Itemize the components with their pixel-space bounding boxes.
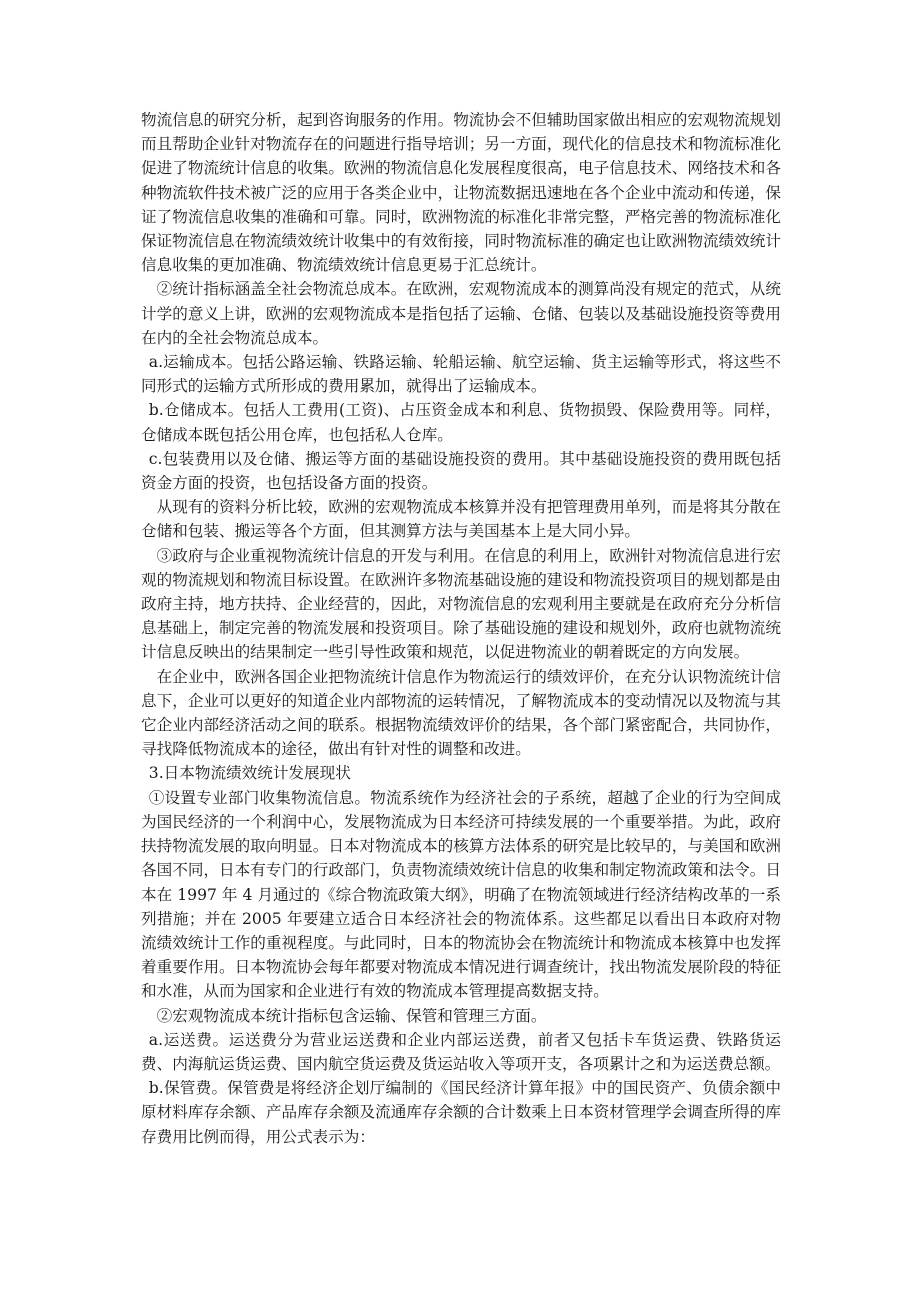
document-body xyxy=(141,108,781,1149)
paragraph-transport-cost: a.运输成本。包括公路运输、铁路运输、轮船运输、航空运输、货主运输等形式，将这些不同形式的运输方式所形成的费用累加，就得出了运输成本。 xyxy=(141,353,781,396)
paragraph-enterprise-evaluation: 在企业中，欧洲各国企业把物流统计信息作为物流运行的绩效评价，在充分认识物流统计信息下，企业可以更好的知道企业内部物流的运转情况，了解物流成本的变动情况以及物流与其它企业内部经济活动之间的联系。根据物流绩效评价的结果，各个部门紧密配合，共同协作，寻找降低物流成本的途径，做出有针对性的调整和改进。 xyxy=(141,667,781,759)
paragraph-storage-cost: b.仓储成本。包括人工费用(工资)、占压资金成本和利息、货物损毁、保险费用等。同样，仓储成本既包括公用仓库，也包括私人仓库。 xyxy=(141,401,781,444)
paragraph-gov-enterprise-use: ③政府与企业重视物流统计信息的开发与利用。在信息的利用上，欧洲针对物流信息进行宏观的物流规划和物流目标设置。在欧洲许多物流基础设施的建设和物流投资项目的规划都是由政府主持，地方扶持、企业经营的，因此，对物流信息的宏观利用主要就是在政府充分分析信息基础上，制定完善的物流发展和投资项目。除了基础设施的建设和规划外，政府也就物流统计信息反映出的结果制定一些引导性政策和规范，以促进物流业的朝着既定的方向发展。 xyxy=(141,546,781,662)
paragraph-storage-fee: b.保管费。保管费是将经济企划厅编制的《国民经济计算年报》中的国民资产、负债余额中原材料库存余额、产品库存余额及流通库存余额的合计数乘上日本资材管理学会调查所得的库存费用比例而得，用公式表示为： xyxy=(141,1079,781,1146)
paragraph-japan-indicators: ②宏观物流成本统计指标包含运输、保管和管理三方面。 xyxy=(156,1006,547,1025)
paragraph-shipping-cost: a.运送费。运送费分为营业运送费和企业内部运送费，前者又包括卡车货运费、铁路货运费、内海航运货运费、国内航空货运费及货运站收入等项开支，各项累计之和为运送费总额。 xyxy=(141,1030,781,1073)
paragraph-comparison: 从现有的资料分析比较，欧洲的宏观物流成本核算并没有把管理费用单列，而是将其分散在仓储和包装、搬运等各个方面，但其测算方法与美国基本上是大同小异。 xyxy=(141,498,781,541)
paragraph-japan-departments: ①设置专业部门收集物流信息。物流系统作为经济社会的子系统，超越了企业的行为空间成为国民经济的一个利润中心，发展物流成为日本经济可持续发展的一个重要举措。为此，政府扶持物流发展的取向明显。日本对物流成本的核算方法体系的研究是比较早的，与美国和欧洲各国不同，日本有专门的行政部门，负责物流绩效统计信息的收集和制定物流政策和法令。日本在 1997 年 4 月通过的《综合物流政策大纲》，明确了在物流领域进行经济结构改革的一系列措施；并在 2005 年要建立适合日本经济社会的物流体系。这些都足以看出日本政府对物流绩效统计工作的重视程度。与此同时，日本的物流协会在物流统计和物流成本核算中也发挥着重要作用。日本物流协会每年都要对物流成本情况进行调查统计，找出物流发展阶段的特征和水准，从而为国家和企业进行有效的物流成本管理提高数据支持。 xyxy=(141,788,781,1001)
paragraph-packaging-cost: c.包装费用以及仓储、搬运等方面的基础设施投资的费用。其中基础设施投资的费用既包括资金方面的投资，也包括设备方面的投资。 xyxy=(141,449,781,493)
paragraph-europe-cost-scope: ②统计指标涵盖全社会物流总成本。在欧洲，宏观物流成本的测算尚没有规定的范式，从统计学的意义上讲，欧洲的宏观物流成本是指包括了运输、仓储、包装以及基础设施投资等费用在内的全社会物流总成本。 xyxy=(141,280,781,347)
paragraph-europe-info-collection: 物流信息的研究分析，起到咨询服务的作用。物流协会不但辅助国家做出相应的宏观物流规划而且帮助企业针对物流存在的问题进行指导培训；另一方面，现代化的信息技术和物流标准化促进了物流统计信息的收集。欧洲的物流信息化发展程度很高，电子信息技术、网络技术和各种物流软件技术被广泛的应用于各类企业中，让物流数据迅速地在各个企业中流动和传递，保证了物流信息收集的准确和可靠。同时，欧洲物流的标准化非常完整，严格完善的物流标准化保证物流信息在物流绩效统计收集中的有效衔接，同时物流标准的确定也让欧洲物流绩效统计信息收集的更加准确、物流绩效统计信息更易于汇总统计。 xyxy=(141,111,781,275)
section-heading-japan: 3.日本物流绩效统计发展现状 xyxy=(148,764,351,783)
